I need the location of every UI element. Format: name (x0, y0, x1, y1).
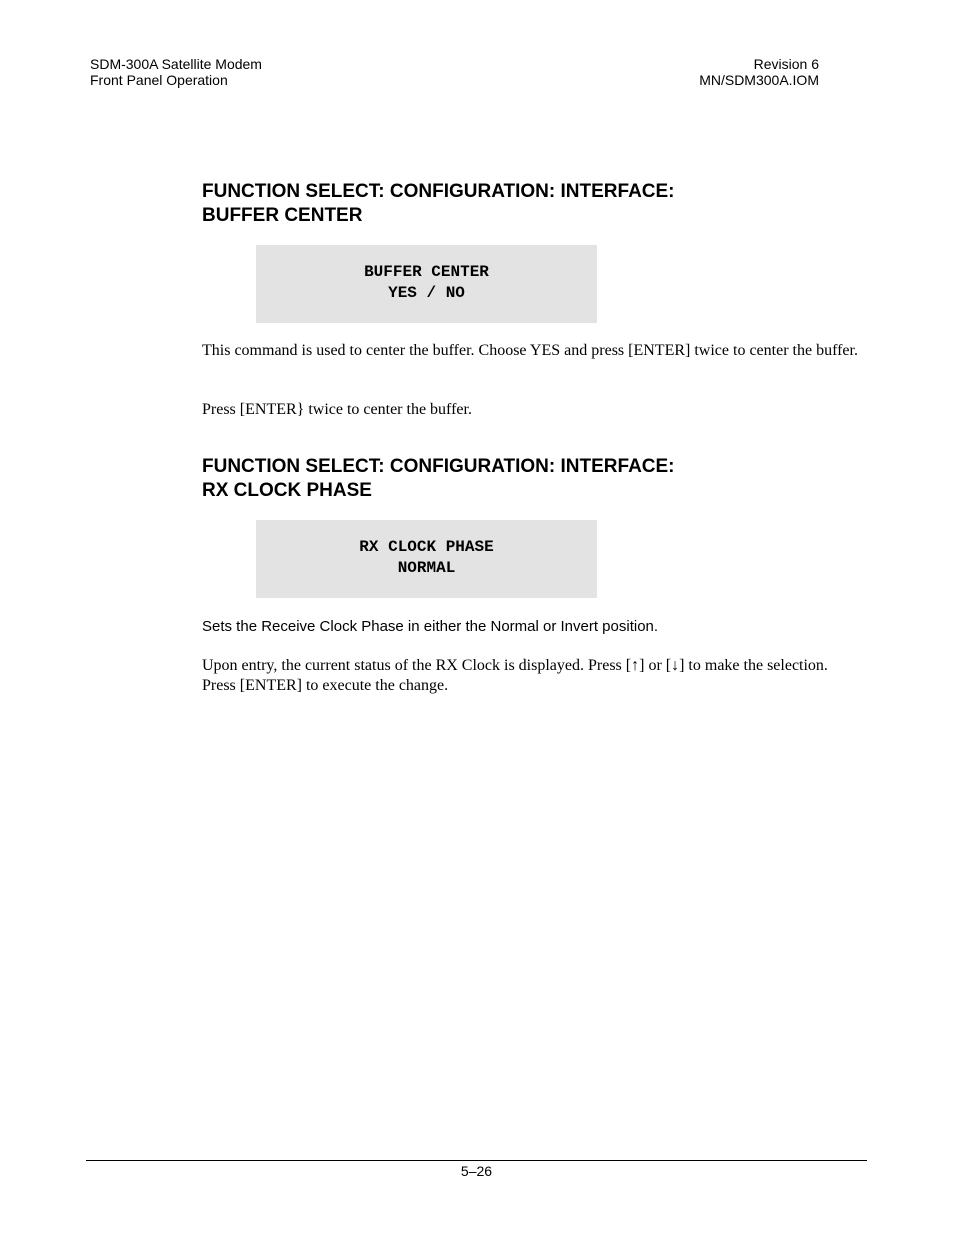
footer-divider (86, 1160, 867, 1161)
section-heading-line1: FUNCTION SELECT: CONFIGURATION: INTERFACE: (202, 456, 675, 477)
display-line1: RX CLOCK PHASE (359, 538, 494, 556)
chapter-title: Front Panel Operation (90, 72, 228, 88)
display-line2: YES / NO (388, 284, 465, 302)
revision-label: Revision 6 (753, 56, 819, 72)
paragraph-rx-clock-phase-description: Sets the Receive Clock Phase in either the Normal or Invert position. (202, 618, 659, 635)
paragraph-buffer-center-description: This command is used to center the buffer. Choose YES and press [ENTER] twice to center the buffer. (202, 342, 858, 359)
paragraph-rx-clock-phase-instruction: Upon entry, the current status of the RX Clock is displayed. Press [↑] or [↓] to make the selection. Press [ENTER] to execute the change. (202, 657, 828, 694)
paragraph-buffer-center-instruction: Press [ENTER} twice to center the buffer. (202, 401, 472, 418)
display-line1: BUFFER CENTER (364, 263, 489, 281)
page-number: 5–26 (460, 1163, 493, 1179)
front-panel-display-rx-clock-phase (256, 520, 597, 598)
front-panel-display-buffer-center (256, 245, 597, 323)
section-heading-buffer-center (202, 180, 675, 228)
document-number: MN/SDM300A.IOM (699, 72, 819, 88)
page-header-left (90, 56, 262, 88)
section-heading-line1: FUNCTION SELECT: CONFIGURATION: INTERFACE: (202, 181, 675, 202)
section-heading-line2: BUFFER CENTER (202, 205, 363, 226)
page-header-right (600, 56, 819, 88)
document-title: SDM-300A Satellite Modem (90, 56, 262, 72)
section-heading-line2: RX CLOCK PHASE (202, 480, 372, 501)
section-heading-rx-clock-phase (202, 455, 675, 503)
display-line2: NORMAL (397, 559, 456, 577)
